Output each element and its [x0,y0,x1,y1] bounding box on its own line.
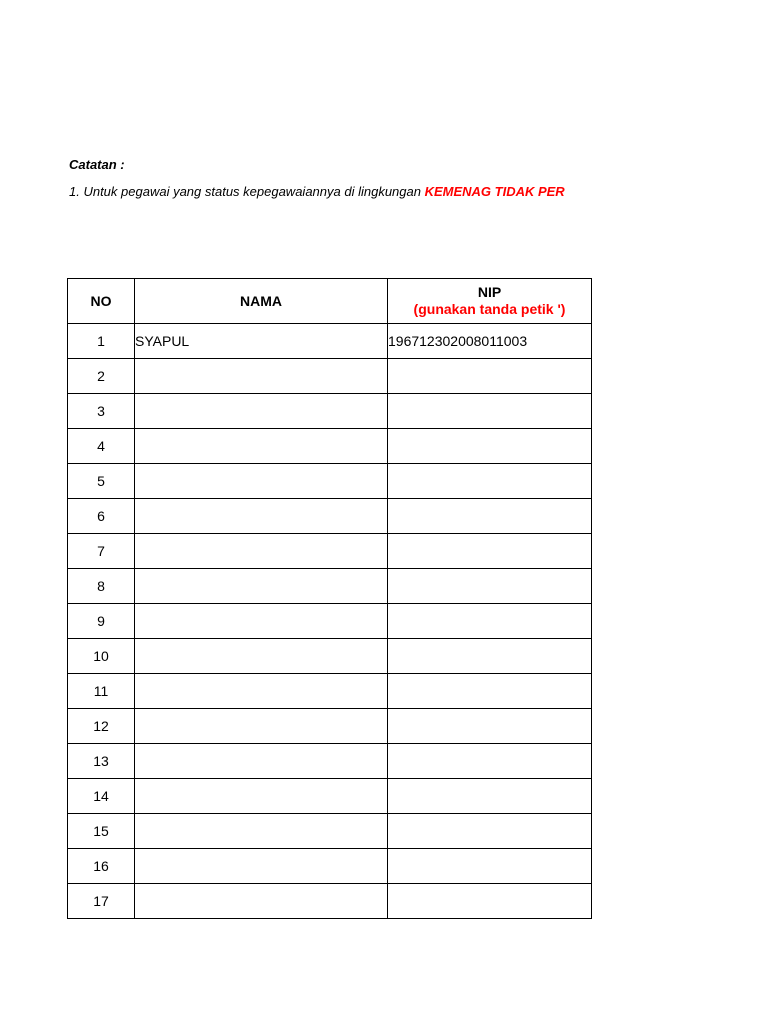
table-header-row [68,279,592,324]
cell-no: 2 [68,359,135,394]
cell-nama[interactable] [135,604,388,639]
cell-nama[interactable]: SYAPUL [135,324,388,359]
cell-no: 5 [68,464,135,499]
employee-table [67,278,592,919]
cell-nip[interactable] [388,849,592,884]
cell-nip[interactable] [388,639,592,674]
cell-nip[interactable] [388,499,592,534]
table-row [68,639,592,674]
cell-nip[interactable] [388,534,592,569]
cell-no: 1 [68,324,135,359]
cell-nip[interactable] [388,814,592,849]
table-row [68,464,592,499]
cell-no: 3 [68,394,135,429]
table-row [68,499,592,534]
cell-nip[interactable] [388,604,592,639]
cell-no: 14 [68,779,135,814]
cell-nama[interactable] [135,849,388,884]
cell-nip[interactable] [388,709,592,744]
cell-nip[interactable] [388,429,592,464]
table-row [68,394,592,429]
table-body [68,324,592,919]
table-row [68,569,592,604]
cell-no: 8 [68,569,135,604]
cell-nama[interactable] [135,884,388,919]
cell-nip[interactable] [388,464,592,499]
cell-nip[interactable] [388,779,592,814]
cell-no: 4 [68,429,135,464]
cell-nama[interactable] [135,744,388,779]
cell-nama[interactable] [135,499,388,534]
header-no: NO [68,279,135,324]
cell-nip[interactable] [388,569,592,604]
table-row [68,429,592,464]
table-row [68,709,592,744]
cell-no: 13 [68,744,135,779]
table-row [68,779,592,814]
cell-no: 17 [68,884,135,919]
cell-nama[interactable] [135,359,388,394]
cell-nip[interactable] [388,674,592,709]
table-row [68,534,592,569]
note-line-1 [69,183,594,200]
table-row [68,814,592,849]
table-row [68,884,592,919]
cell-no: 16 [68,849,135,884]
cell-nama[interactable] [135,394,388,429]
cell-nama[interactable] [135,709,388,744]
cell-nama[interactable] [135,464,388,499]
header-nip-hint: (gunakan tanda petik ') [413,301,566,317]
header-nip [388,279,592,324]
cell-nama[interactable] [135,429,388,464]
note-title: Catatan : [69,157,125,172]
table-row [68,849,592,884]
cell-nip[interactable] [388,884,592,919]
cell-no: 10 [68,639,135,674]
note-line-1-text: 1. Untuk pegawai yang status kepegawaiannya di lingkungan [69,184,425,199]
cell-nama[interactable] [135,674,388,709]
header-nama: NAMA [135,279,388,324]
cell-nip[interactable] [388,394,592,429]
table-row [68,674,592,709]
cell-nama[interactable] [135,814,388,849]
cell-nama[interactable] [135,569,388,604]
cell-nama[interactable] [135,639,388,674]
cell-nama[interactable] [135,779,388,814]
table-row [68,744,592,779]
cell-no: 7 [68,534,135,569]
cell-no: 6 [68,499,135,534]
cell-nip[interactable]: 196712302008011003 [388,324,592,359]
table-row [68,324,592,359]
header-nip-label: NIP [477,284,502,300]
cell-no: 9 [68,604,135,639]
table-row [68,604,592,639]
cell-nip[interactable] [388,744,592,779]
cell-nip[interactable] [388,359,592,394]
cell-nama[interactable] [135,534,388,569]
cell-no: 15 [68,814,135,849]
note-line-1-highlight: KEMENAG TIDAK PER [424,184,565,199]
cell-no: 11 [68,674,135,709]
cell-no: 12 [68,709,135,744]
table-row [68,359,592,394]
